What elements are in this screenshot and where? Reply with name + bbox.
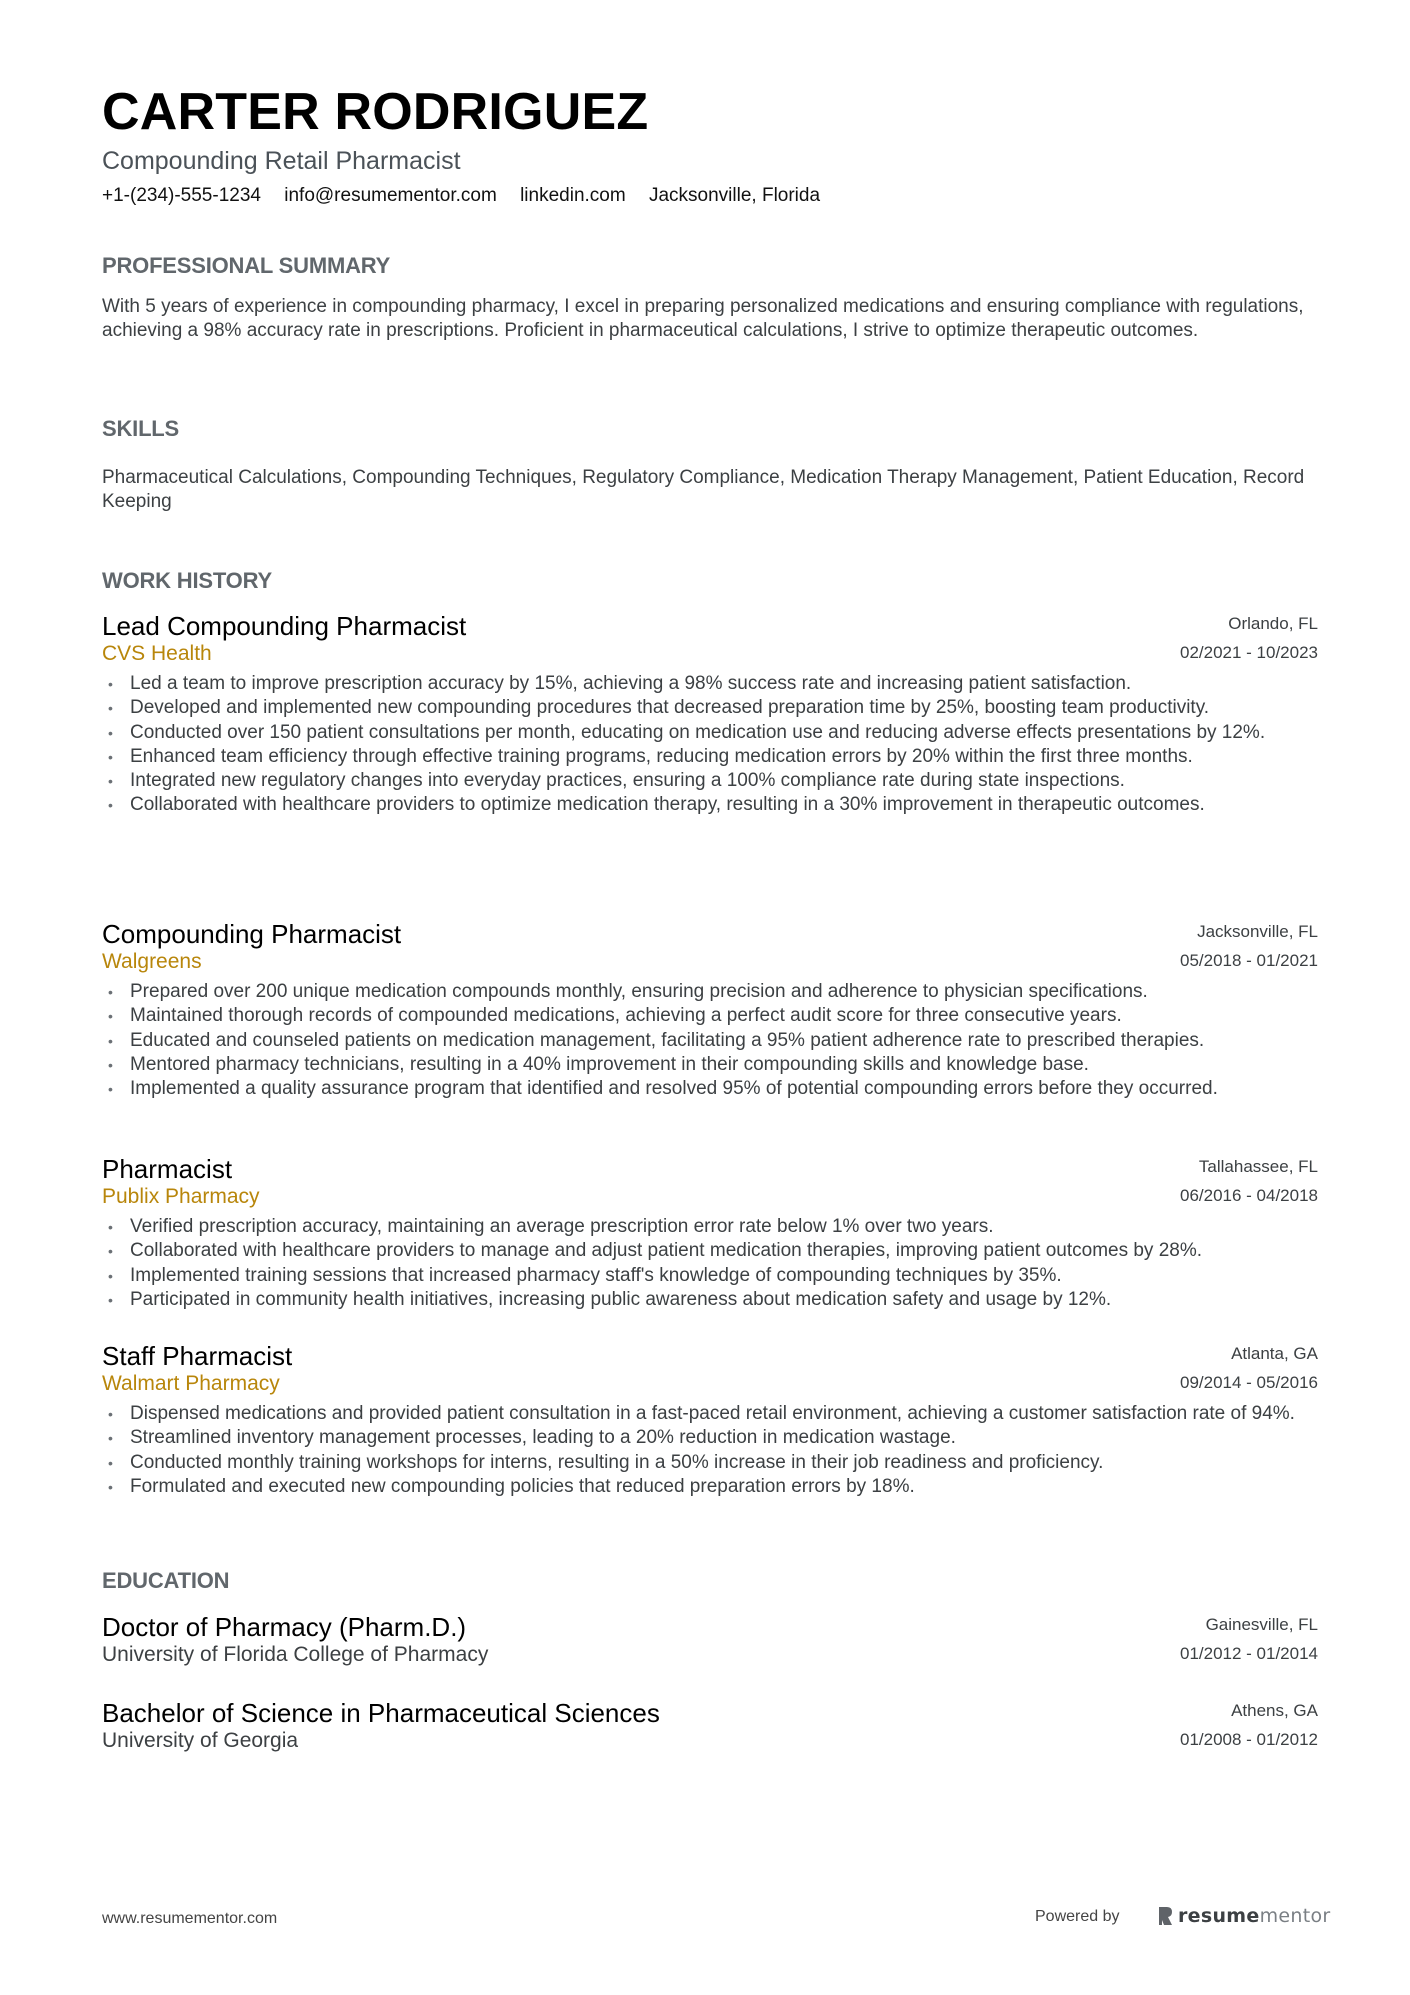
bullet-icon: • — [108, 1454, 113, 1471]
bullet-item: • Prepared over 200 unique medication compounds monthly, ensuring precision and adherence to physician specifications. — [102, 980, 1318, 1004]
resumementor-logo-icon — [1158, 1906, 1173, 1926]
job-role: Pharmacist — [102, 1154, 233, 1184]
bullet-icon: • — [108, 1008, 113, 1025]
bullet-icon: • — [108, 1243, 113, 1260]
contact-location: Jacksonville, Florida — [648, 185, 821, 206]
job-bullets — [102, 980, 1318, 1101]
job-company: Walmart Pharmacy — [102, 1372, 280, 1395]
bullet-icon: • — [108, 700, 113, 717]
job-dates: 02/2021 - 10/2023 — [1179, 643, 1318, 662]
summary-heading: PROFESSIONAL SUMMARY — [102, 253, 391, 278]
resumementor-logo[interactable] — [1158, 1904, 1331, 1928]
bullet-icon: • — [108, 748, 113, 765]
brand-text-light: mentor — [1259, 1905, 1331, 1927]
bullet-item: • Formulated and executed new compounding policies that reduced preparation errors by 18%. — [102, 1475, 1318, 1499]
job-entry — [102, 1153, 1318, 1310]
education-dates: 01/2008 - 01/2012 — [1179, 1730, 1318, 1749]
job-company: CVS Health — [102, 642, 212, 665]
education-location: Athens, GA — [1231, 1701, 1318, 1720]
education-heading: EDUCATION — [102, 1568, 230, 1593]
bullet-item: • Led a team to improve prescription accuracy by 15%, achieving a 98% success rate and increasing patient satisfaction. — [102, 672, 1318, 696]
contact-linkedin[interactable]: linkedin.com — [520, 185, 626, 206]
school: University of Georgia — [102, 1729, 299, 1752]
job-role: Compounding Pharmacist — [102, 919, 402, 949]
bullet-item: • Collaborated with healthcare providers to manage and adjust patient medication therapies, improving patient outcomes by 28%. — [102, 1239, 1318, 1263]
job-company: Walgreens — [102, 950, 202, 973]
bullet-item: • Streamlined inventory management processes, leading to a 20% reduction in medication wastage. — [102, 1426, 1318, 1450]
bullet-icon: • — [108, 984, 113, 1000]
bullet-item: • Implemented a quality assurance program that identified and resolved 95% of potential compounding errors before they occurred. — [102, 1077, 1318, 1101]
education-dates: 01/2012 - 01/2014 — [1179, 1644, 1318, 1663]
bullet-item: • Dispensed medications and provided patient consultation in a fast-paced retail environment, achieving a customer satisfaction rate of 94%. — [102, 1402, 1318, 1426]
bullet-item: • Conducted monthly training workshops for interns, resulting in a 50% increase in their job readiness and proficiency. — [102, 1451, 1318, 1475]
job-role: Lead Compounding Pharmacist — [102, 611, 467, 641]
contact-phone: +1-(234)-555-1234 — [102, 185, 261, 206]
bullet-item: • Implemented training sessions that increased pharmacy staff's knowledge of compounding techniques by 35%. — [102, 1264, 1318, 1288]
bullet-item: • Developed and implemented new compounding procedures that decreased preparation time by 25%, boosting team productivity. — [102, 696, 1318, 720]
contact-line — [102, 184, 838, 208]
bullet-icon: • — [108, 1056, 113, 1073]
job-bullets — [102, 1402, 1318, 1499]
bullet-icon: • — [108, 797, 113, 814]
degree: Bachelor of Science in Pharmaceutical Sciences — [102, 1698, 660, 1728]
bullet-icon: • — [108, 1219, 113, 1235]
job-location: Orlando, FL — [1228, 614, 1318, 633]
job-dates: 05/2018 - 01/2021 — [1179, 951, 1318, 970]
candidate-title: Compounding Retail Pharmacist — [102, 147, 461, 175]
bullet-icon: • — [108, 1032, 113, 1049]
bullet-item: • Educated and counseled patients on medication management, facilitating a 95% patient adherence rate to prescribed therapies. — [102, 1029, 1318, 1053]
bullet-icon: • — [108, 676, 113, 692]
skills-text: Pharmaceutical Calculations, Compounding Techniques, Regulatory Compliance, Medication Therapy Management, Patient Education, Record Keeping — [102, 467, 1305, 513]
job-bullets — [102, 1215, 1318, 1312]
bullet-icon: • — [108, 724, 113, 741]
job-entry — [102, 1340, 1318, 1497]
candidate-name: CARTER RODRIGUEZ — [102, 83, 649, 141]
bullet-item: • Collaborated with healthcare providers to optimize medication therapy, resulting in a 30% improvement in therapeutic outcomes. — [102, 793, 1318, 817]
summary-text: With 5 years of experience in compounding pharmacy, I excel in preparing personalized medications and ensuring compliance with regulations, achieving a 98% accuracy rate in prescriptions. Proficient in pharmaceutical calculations, I strive to optimize therapeutic outcomes. — [102, 296, 1304, 342]
job-entry — [102, 610, 1318, 816]
job-location: Jacksonville, FL — [1197, 922, 1318, 941]
bullet-item: • Mentored pharmacy technicians, resulting in a 40% improvement in their compounding skills and knowledge base. — [102, 1053, 1318, 1077]
bullet-icon: • — [108, 1291, 113, 1308]
contact-email[interactable]: info@resumementor.com — [284, 185, 497, 206]
bullet-item: • Integrated new regulatory changes into everyday practices, ensuring a 100% compliance rate during state inspections. — [102, 769, 1318, 793]
bullet-item: • Enhanced team efficiency through effective training programs, reducing medication errors by 20% within the first three months. — [102, 745, 1318, 769]
bullet-item: • Verified prescription accuracy, maintaining an average prescription error rate below 1% over two years. — [102, 1215, 1318, 1239]
education-entry — [102, 1697, 1318, 1757]
education-entry — [102, 1611, 1318, 1671]
education-location: Gainesville, FL — [1205, 1615, 1318, 1634]
bullet-icon: • — [108, 1081, 113, 1098]
brand-text-strong: resume — [1178, 1905, 1260, 1927]
job-bullets — [102, 672, 1318, 818]
bullet-item: • Participated in community health initiatives, increasing public awareness about medication safety and usage by 12%. — [102, 1288, 1318, 1312]
job-dates: 06/2016 - 04/2018 — [1179, 1186, 1318, 1205]
bullet-icon: • — [108, 773, 113, 790]
bullet-item: • Conducted over 150 patient consultations per month, educating on medication use and reducing adverse effects presentations by 12%. — [102, 721, 1318, 745]
school: University of Florida College of Pharmacy — [102, 1643, 489, 1666]
skills-heading: SKILLS — [102, 416, 180, 441]
job-entry — [102, 918, 1318, 1099]
degree: Doctor of Pharmacy (Pharm.D.) — [102, 1612, 467, 1642]
bullet-icon: • — [108, 1267, 113, 1284]
job-location: Tallahassee, FL — [1198, 1157, 1318, 1176]
footer-website-link[interactable]: www.resumementor.com — [102, 1910, 278, 1927]
powered-by-label: Powered by — [1035, 1908, 1120, 1925]
bullet-icon: • — [108, 1406, 113, 1422]
work-history-heading: WORK HISTORY — [102, 568, 272, 593]
job-dates: 09/2014 - 05/2016 — [1179, 1373, 1318, 1392]
job-role: Staff Pharmacist — [102, 1341, 293, 1371]
job-location: Atlanta, GA — [1231, 1344, 1318, 1363]
bullet-icon: • — [108, 1430, 113, 1447]
bullet-icon: • — [108, 1478, 113, 1495]
bullet-item: • Maintained thorough records of compounded medications, achieving a perfect audit score for three consecutive years. — [102, 1004, 1318, 1028]
job-company: Publix Pharmacy — [102, 1185, 260, 1208]
